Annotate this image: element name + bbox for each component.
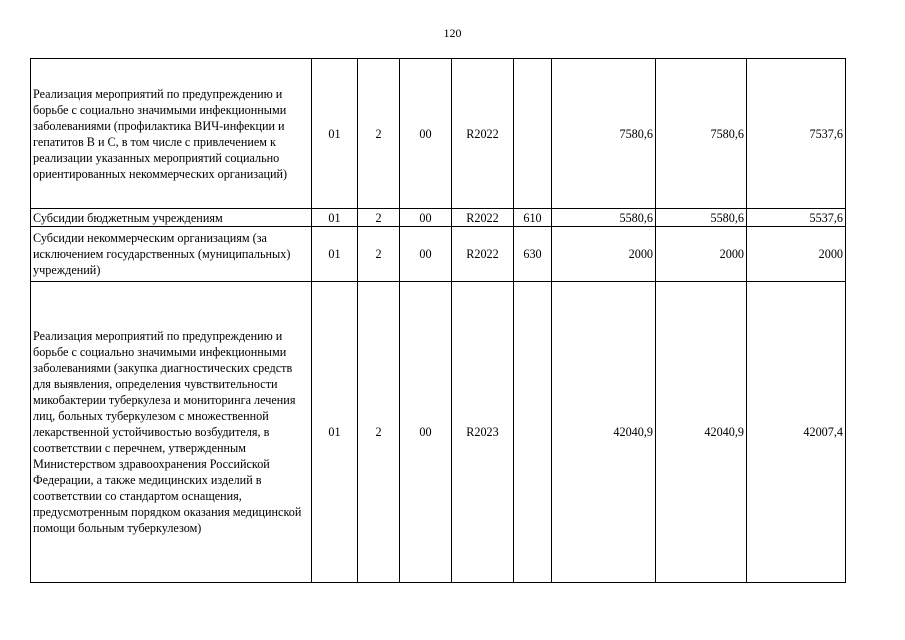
row-name: Реализация мероприятий по предупреждению и борьбе с социально значимыми инфекционными заболеваниями (профилактика ВИЧ-инфекции и гепатитов B и C, в том числе с привлечением к реализации указанных мероприятий социально ориентированных некоммерческих организаций) [31, 59, 312, 209]
cell-event: 00 [400, 59, 452, 209]
cell-expense-type: 630 [514, 227, 552, 282]
cell-expense-type [514, 59, 552, 209]
row-name: Субсидии некоммерческим организациям (за исключением государственных (муниципальных) учреждений) [31, 227, 312, 282]
cell-program: 01 [312, 282, 358, 583]
cell-amount-2: 42040,9 [656, 282, 747, 583]
cell-event: 00 [400, 227, 452, 282]
cell-direction: R2023 [452, 282, 514, 583]
row-name: Реализация мероприятий по предупреждению и борьбе с социально значимыми инфекционными заболеваниями (закупка диагностических средств для выявления, определения чувствительности микобактерии туберкулеза и мониторинга лечения лиц, больных туберкулезом с множественной лекарственной устойчивостью возбудителя, в соответствии с перечнем, утвержденным Министерством здравоохранения Российской Федерации, а также медицинских изделий в соответствии со стандартом оснащения, предусмотренным порядком оказания медицинской помощи больным туберкулезом) [31, 282, 312, 583]
cell-amount-1: 2000 [552, 227, 656, 282]
cell-subprogram: 2 [358, 59, 400, 209]
cell-amount-2: 7580,6 [656, 59, 747, 209]
cell-subprogram: 2 [358, 209, 400, 227]
cell-amount-3: 42007,4 [747, 282, 846, 583]
cell-direction: R2022 [452, 59, 514, 209]
cell-subprogram: 2 [358, 282, 400, 583]
cell-direction: R2022 [452, 227, 514, 282]
cell-subprogram: 2 [358, 227, 400, 282]
cell-program: 01 [312, 59, 358, 209]
table-row [31, 59, 846, 209]
cell-amount-1: 42040,9 [552, 282, 656, 583]
cell-direction: R2022 [452, 209, 514, 227]
cell-amount-3: 7537,6 [747, 59, 846, 209]
table-row [31, 209, 846, 227]
cell-program: 01 [312, 209, 358, 227]
table-row [31, 227, 846, 282]
cell-amount-3: 2000 [747, 227, 846, 282]
cell-program: 01 [312, 227, 358, 282]
cell-amount-2: 5580,6 [656, 209, 747, 227]
row-name: Субсидии бюджетным учреждениям [31, 209, 312, 227]
cell-amount-3: 5537,6 [747, 209, 846, 227]
cell-amount-1: 5580,6 [552, 209, 656, 227]
cell-event: 00 [400, 282, 452, 583]
cell-expense-type [514, 282, 552, 583]
cell-event: 00 [400, 209, 452, 227]
cell-amount-1: 7580,6 [552, 59, 656, 209]
cell-amount-2: 2000 [656, 227, 747, 282]
page-number: 120 [443, 26, 462, 40]
budget-table [30, 58, 846, 583]
table-row [31, 282, 846, 583]
cell-expense-type: 610 [514, 209, 552, 227]
